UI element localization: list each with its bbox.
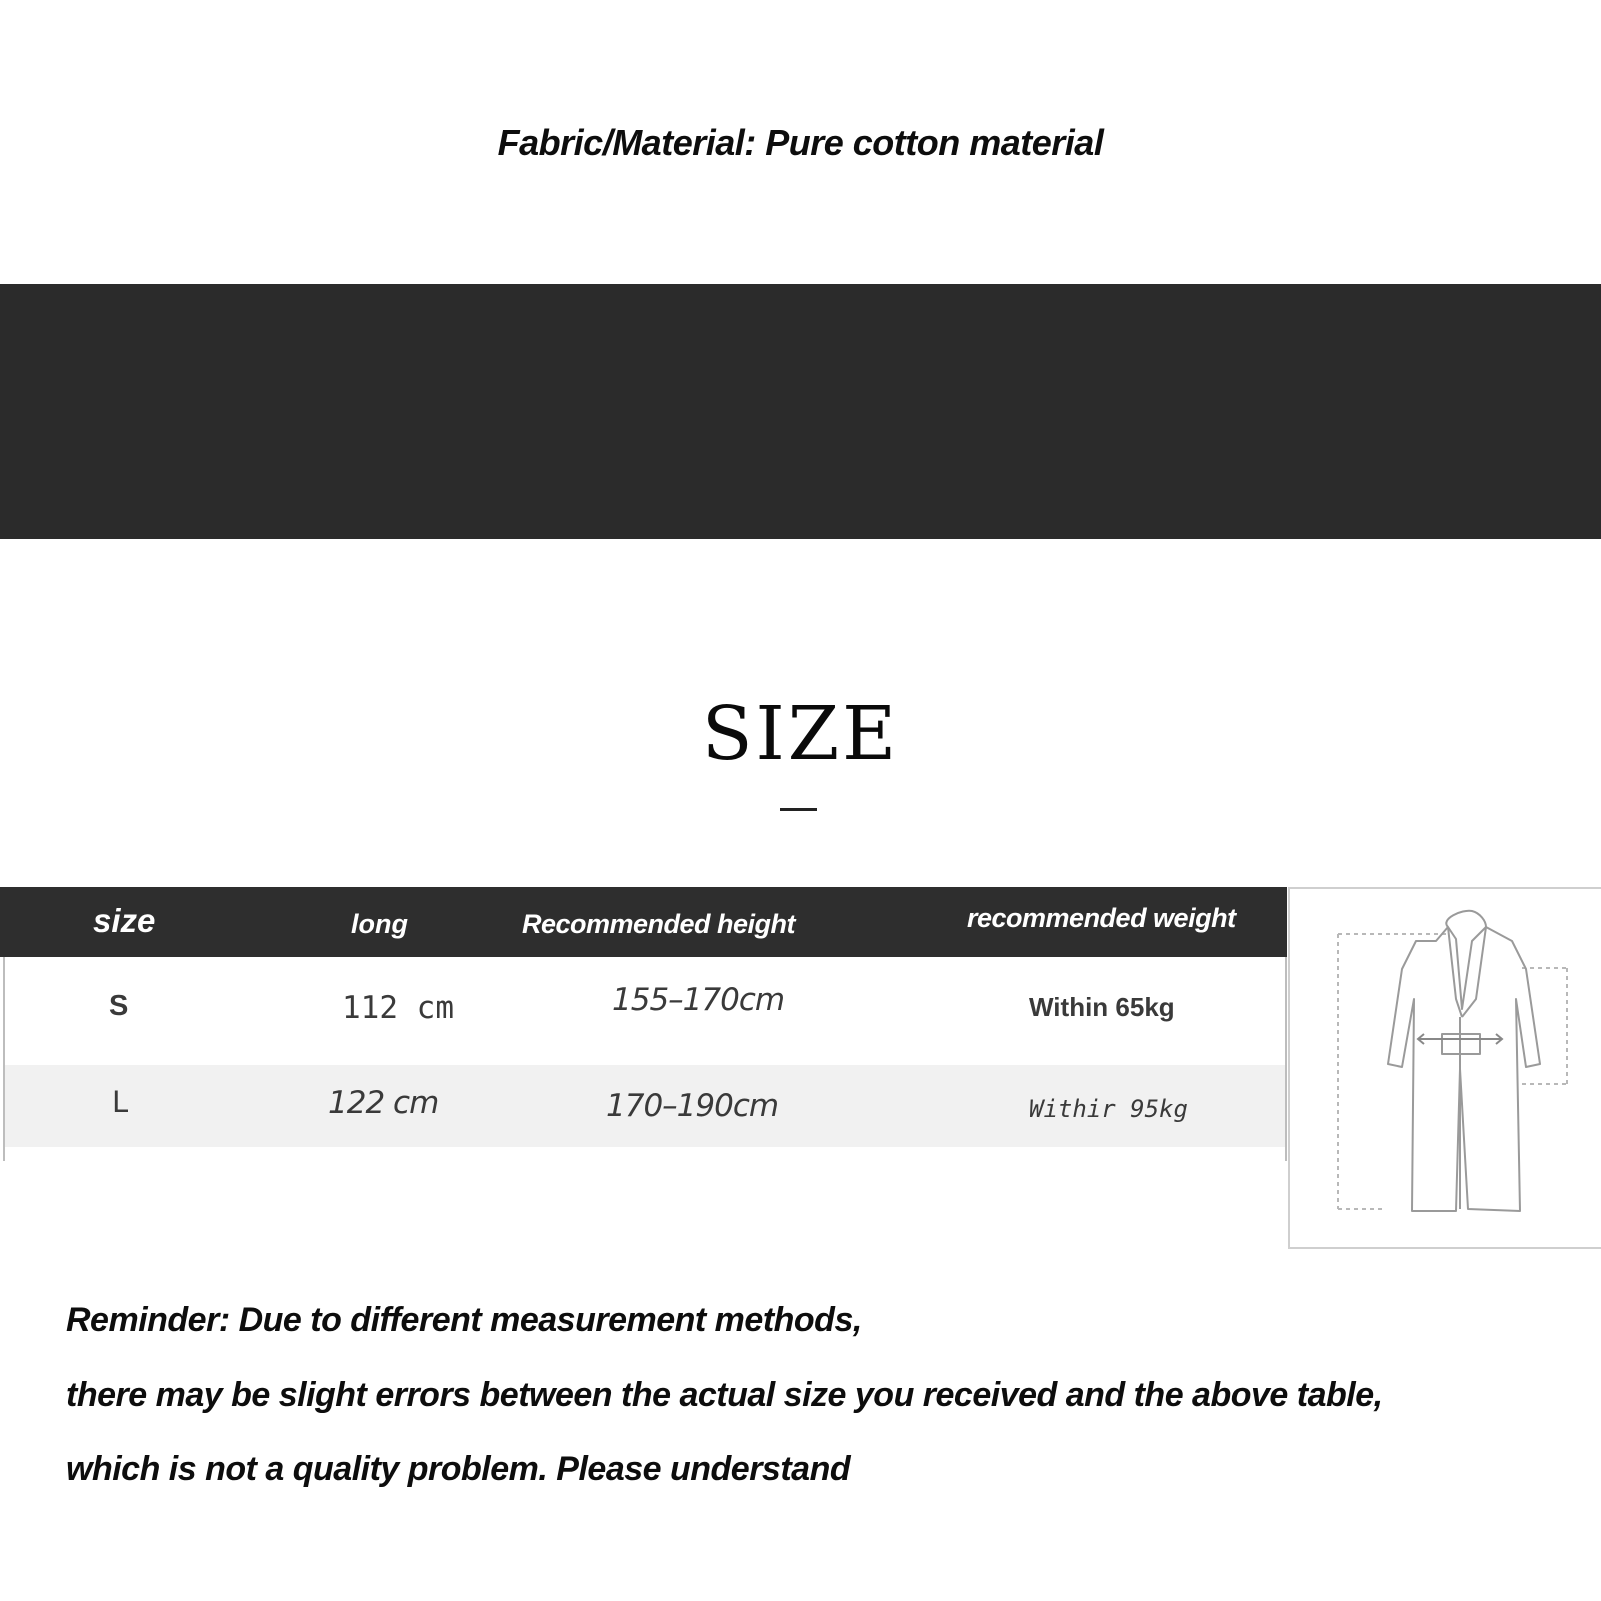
table-row [3,1065,1285,1147]
row-l-height: 170–190cm [606,1088,779,1124]
header-recommended-height: Recommended height [522,909,796,939]
fabric-material-text: Fabric/Material: Pure cotton material [497,122,1104,163]
row-l-long: 122 cm [328,1085,439,1121]
row-s-size: S [109,990,129,1022]
reminder-line-3: which is not a quality problem. Please understand [66,1450,851,1488]
header-recommended-weight: recommended weight [967,903,1236,933]
table-row [3,957,1285,1052]
coat-outline-icon [1290,889,1601,1251]
coat-illustration-frame [1288,887,1601,1249]
size-heading: SIZE [701,691,900,777]
table-left-border [3,957,5,1161]
row-s-weight: Within 65kg [1029,992,1175,1022]
row-s-long: 112 cm [342,990,454,1026]
reminder-line-2: there may be slight errors between the actual size you received and the above table, [66,1376,1383,1414]
row-l-weight: Withir 95kg [1029,1095,1188,1123]
table-right-border [1285,957,1287,1161]
row-s-height: 155–170cm [612,982,785,1018]
row-l-size: L [112,1085,129,1119]
size-table [0,887,1287,1161]
table-header [0,887,1287,957]
reminder-line-1: Reminder: Due to different measurement methods, [66,1301,862,1339]
dark-banner [0,284,1601,539]
header-size: size [93,902,156,939]
size-heading-divider [780,808,817,811]
header-long: long [351,909,408,939]
